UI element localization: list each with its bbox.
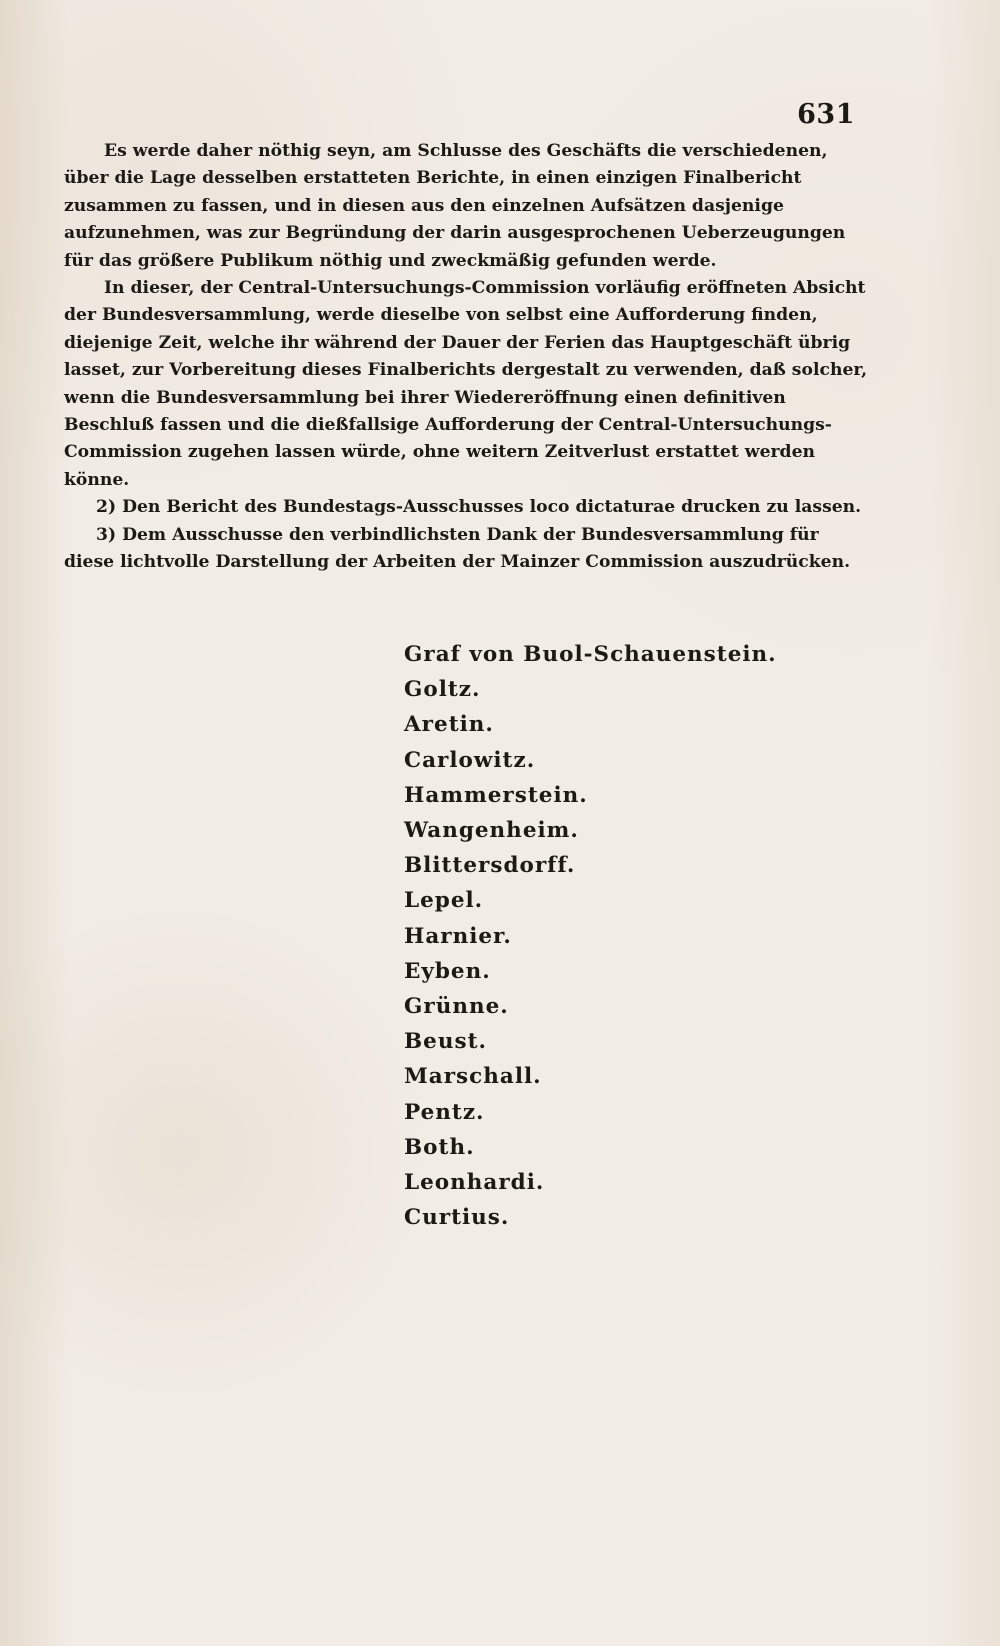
paragraph-2: In dieser, der Central-Untersuchungs-Commission vorläufig eröffneten Absicht der Bundesversammlung, werde dieselbe von selbst eine Aufforderung finden, diejenige Zeit, welche ihr während der Dauer der Ferien das Hauptgeschäft übrig lasset, zur Vorbereitung dieses Finalberichts dergestalt zu verwenden, daß solcher, wenn die Bundesversammlung bei ihrer Wiedereröffnung einen definitiven Beschluß fassen und die dießfallsige Aufforderung der Central-Untersuchungs-Commission zugehen lassen würde, ohne weitern Zeitverlust erstattet werden könne.: [64, 278, 868, 490]
list-item-3: 3) Dem Ausschusse den verbindlichsten Dank der Bundesversammlung für diese lichtvolle Darstellung der Arbeiten der Mainzer Commission auszudrücken.: [64, 524, 851, 573]
signature-line: Grünne.: [404, 994, 509, 1020]
signature-line: Carlowitz.: [404, 747, 536, 773]
list-item-2: 2) Den Bericht des Bundestags-Ausschusses loco dictaturae drucken zu lassen.: [96, 497, 862, 518]
main-text: [64, 138, 874, 577]
signature-list: [404, 637, 777, 1235]
signature-line: Beust.: [404, 1029, 488, 1055]
signature-line: Eyben.: [404, 958, 491, 984]
signature-line: Curtius.: [404, 1205, 510, 1231]
signature-line: Blittersdorff.: [404, 853, 576, 879]
signature-line: Hammerstein.: [404, 782, 588, 808]
paragraph-1: Es werde daher nöthig seyn, am Schlusse des Geschäfts die verschiedenen, über die Lage desselben erstatteten Berichte, in einen einzigen Finalbericht zusammen zu fassen, und in diesen aus den einzelnen Aufsätzen dasjenige aufzunehmen, was zur Begründung der darin ausgesprochenen Ueberzeugungen für das größere Publikum nöthig und zweckmäßig gefunden werde.: [64, 141, 846, 271]
signature-line: Pentz.: [404, 1099, 485, 1125]
signature-line: Aretin.: [404, 712, 494, 738]
signature-line: Both.: [404, 1134, 475, 1160]
signature-line: Graf von Buol-Schauenstein.: [404, 642, 777, 667]
signature-line: Wangenheim.: [404, 818, 579, 844]
signature-line: Goltz.: [404, 677, 481, 703]
signature-line: Leonhardi.: [404, 1170, 545, 1196]
signature-line: Harnier.: [404, 923, 512, 949]
signature-line: Marschall.: [404, 1064, 542, 1090]
page-number: 631: [797, 99, 855, 130]
signature-line: Lepel.: [404, 888, 484, 914]
